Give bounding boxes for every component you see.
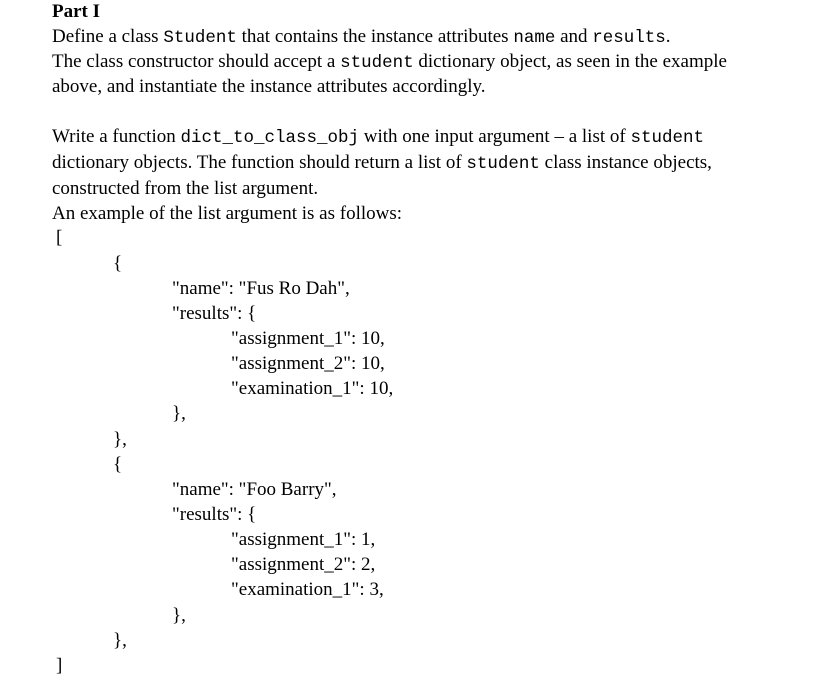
student-1-assignment-2: "assignment_2": 10, [231, 353, 385, 374]
text: Define a class [52, 26, 164, 47]
student-1-open-brace: { [113, 253, 123, 274]
paragraph-2-line-1 [52, 125, 704, 150]
text: Write a function [52, 126, 181, 147]
code-student: student [466, 154, 540, 174]
student-1-examination-1: "examination_1": 10, [231, 378, 394, 399]
paragraph-2-line-4: An example of the list argument is as follows: [52, 203, 403, 224]
paragraph-2-line-2 [52, 151, 712, 176]
text: with one input argument – a list of [359, 126, 631, 147]
text: dictionary objects. The function should return a list of [52, 152, 467, 173]
student-1-name: "name": "Fus Ro Dah", [172, 278, 350, 299]
paragraph-1-line-1 [52, 25, 671, 50]
code-student: student [630, 128, 704, 148]
example-list-close-bracket: ] [56, 655, 63, 676]
student-2-results-close: }, [172, 605, 186, 626]
text: . [665, 26, 671, 47]
student-2-open-brace: { [113, 454, 123, 475]
paragraph-1-line-3: above, and instantiate the instance attributes accordingly. [52, 76, 486, 97]
student-1-assignment-1: "assignment_1": 10, [231, 328, 385, 349]
code-name: name [513, 28, 556, 48]
text: and [555, 26, 593, 47]
student-2-examination-1: "examination_1": 3, [231, 579, 384, 600]
text: that contains the instance attributes [236, 26, 514, 47]
paragraph-1-line-2 [52, 50, 727, 75]
page-heading: Part I [52, 1, 101, 22]
student-2-assignment-2: "assignment_2": 2, [231, 554, 376, 575]
student-1-results-close: }, [172, 403, 186, 424]
text: class instance objects, [539, 152, 712, 173]
text: dictionary object, as seen in the example [413, 51, 727, 72]
code-student: Student [163, 28, 237, 48]
student-2-name: "name": "Foo Barry", [172, 479, 337, 500]
text: The class constructor should accept a [52, 51, 341, 72]
code-results: results [592, 28, 666, 48]
student-2-close-brace: }, [113, 630, 127, 651]
student-2-assignment-1: "assignment_1": 1, [231, 529, 376, 550]
code-function-name: dict_to_class_obj [180, 128, 360, 148]
code-student: student [340, 53, 414, 73]
paragraph-2-line-3: constructed from the list argument. [52, 178, 319, 199]
student-2-results-open: "results": { [172, 504, 257, 525]
example-list-open-bracket: [ [56, 227, 63, 248]
student-1-close-brace: }, [113, 429, 127, 450]
student-1-results-open: "results": { [172, 303, 257, 324]
